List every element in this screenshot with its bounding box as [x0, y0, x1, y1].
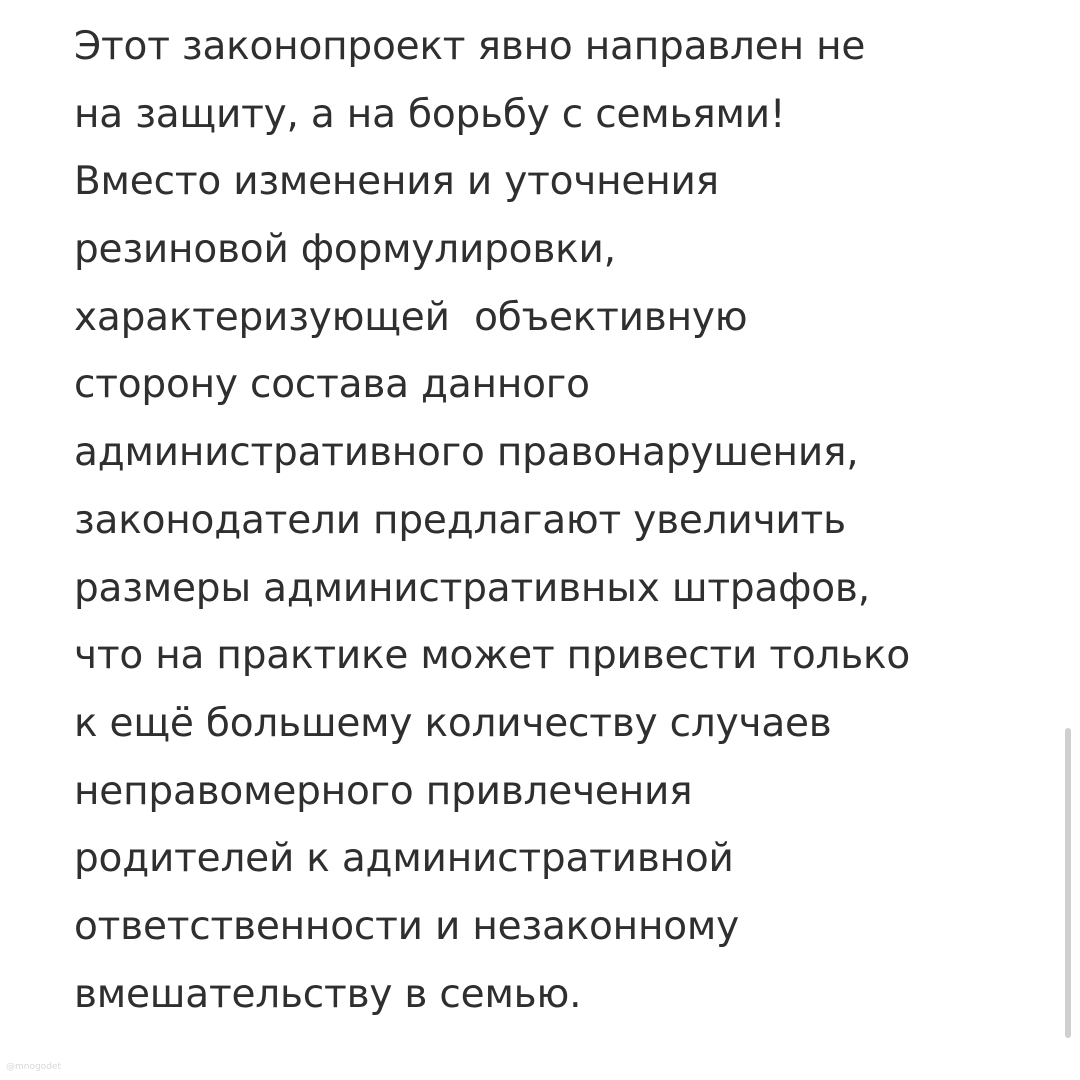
text-line-8: законодатели предлагают увеличить — [74, 497, 846, 543]
text-line-1: Этот законопроект явно направлен не — [74, 24, 866, 69]
text-line-15: вмешательству в семью. — [74, 971, 582, 1017]
text-line-14: ответственности и незаконному — [74, 903, 740, 949]
text-line-13: родителей к административной — [74, 836, 734, 882]
watermark: @mnogodet — [6, 1062, 61, 1072]
text-line-7: административного правонарушения, — [74, 430, 859, 476]
text-line-4: резиновой формулировки, — [74, 227, 616, 273]
text-line-12: неправомерного привлечения — [74, 768, 693, 814]
text-line-5: характеризующей объективную — [74, 294, 748, 340]
vertical-scrollbar[interactable] — [1065, 728, 1071, 1038]
text-line-10: что на практике может привести только — [74, 633, 911, 679]
text-line-11: к ещё большему количеству случаев — [74, 700, 832, 746]
text-line-2: на защиту, а на борьбу с семьями! — [74, 91, 786, 137]
article-text — [74, 13, 1064, 1028]
text-line-6: сторону состава данного — [74, 362, 590, 408]
text-line-9: размеры административных штрафов, — [74, 565, 870, 611]
text-line-3: Вместо изменения и уточнения — [74, 159, 719, 205]
